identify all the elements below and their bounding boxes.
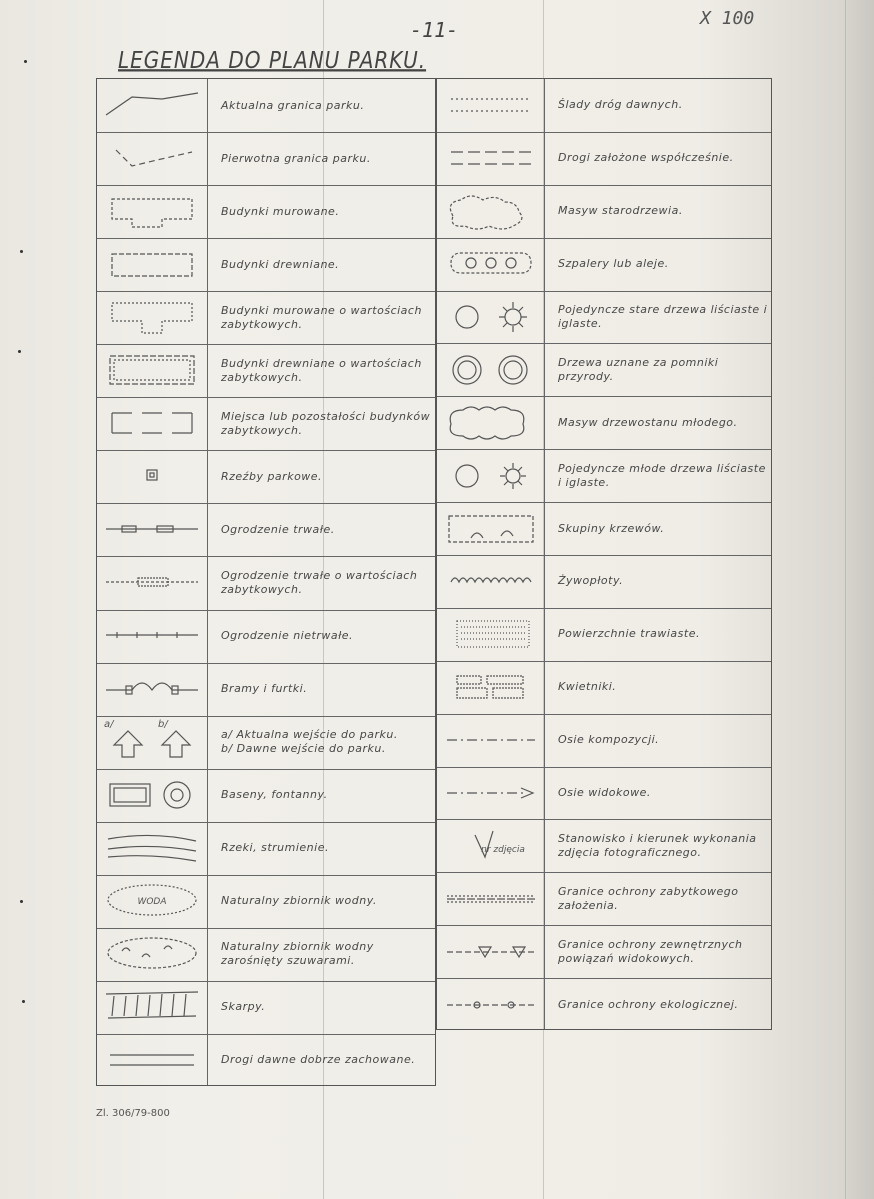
legend-description: Rzeki, strumienie. (221, 841, 329, 855)
historic-fence-icon (102, 562, 202, 604)
legend-symbol-cell (437, 608, 544, 661)
sculpture-icon (102, 456, 202, 498)
legend-symbol-cell (97, 291, 207, 344)
legend-description: Powierzchnie trawiaste. (558, 627, 700, 641)
legend-symbol-cell (437, 502, 544, 555)
legend-symbol-cell (97, 822, 207, 875)
legend-description: Ogrodzenie trwałe o wartościach zabytkowych. (221, 568, 418, 596)
legend-description: Skupiny krzewów. (558, 521, 665, 535)
legend-description: Osie widokowe. (558, 785, 651, 799)
photo-viewpoint-icon (441, 825, 541, 867)
border-original-icon (102, 138, 202, 180)
legend-symbol-cell (437, 396, 544, 449)
legend-symbol-cell (97, 397, 207, 450)
legend-table-right (436, 78, 772, 1030)
old-road-icon (102, 1039, 202, 1081)
flowerbed-icon (441, 666, 541, 708)
legend-description: a/ Aktualna wejście do parku. b/ Dawne wejście do parku. (221, 728, 398, 756)
legend-description: Granice ochrony zewnętrznych powiązań widokowych. (558, 937, 743, 965)
page-number: -11- (410, 18, 459, 42)
legend-description: Pierwotna granica parku. (221, 151, 371, 165)
historic-masonry-building-icon (102, 297, 202, 339)
single-old-tree-icon (441, 296, 541, 338)
legend-description: Granice ochrony zabytkowego założenia. (558, 884, 739, 912)
legend-description: Drzewa uznane za pomniki przyrody. (558, 355, 719, 383)
legend-symbol-cell (97, 769, 207, 822)
legend-symbol-cell (97, 132, 207, 185)
historic-wooden-building-icon (102, 350, 202, 392)
legend-symbol-cell (97, 875, 207, 928)
legend-description: Ślady dróg dawnych. (558, 98, 683, 112)
legend-symbol-cell (437, 661, 544, 714)
hedge-icon (441, 560, 541, 602)
river-icon (102, 827, 202, 869)
fold-line (845, 0, 846, 1199)
legend-description: Żywopłoty. (558, 574, 624, 588)
margin-mark (24, 60, 27, 63)
legend-symbol-cell (437, 238, 544, 291)
alley-icon (441, 243, 541, 285)
legend-description: Ogrodzenie nietrwałe. (221, 629, 353, 643)
masonry-building-icon (102, 191, 202, 233)
overgrown-pond-icon (102, 933, 202, 975)
legend-symbol-cell (437, 449, 544, 502)
gate-icon (102, 668, 202, 710)
legend-description: Masyw drzewostanu młodego. (558, 415, 738, 429)
temporary-fence-icon (102, 615, 202, 657)
legend-symbol-cell (437, 872, 544, 925)
legend-table-left (96, 78, 436, 1086)
legend-description: Naturalny zbiornik wodny. (221, 894, 377, 908)
legend-symbol-cell (437, 978, 544, 1031)
legend-symbol-cell (97, 716, 207, 769)
legend-symbol-cell (437, 79, 544, 132)
legend-symbol-cell (97, 79, 207, 132)
legend-description: Aktualna granica parku. (221, 98, 365, 112)
legend-symbol-cell (437, 819, 544, 872)
legend-symbol-cell (97, 556, 207, 609)
legend-description: Pojedyncze stare drzewa liściaste i iglaste. (558, 302, 768, 330)
legend-symbol-cell (437, 925, 544, 978)
border-current-icon (102, 85, 202, 127)
legend-description: Budynki drewniane. (221, 257, 340, 271)
legend-description: Baseny, fontanny. (221, 788, 328, 802)
legend-symbol-cell (437, 343, 544, 396)
legend-symbol-cell (97, 238, 207, 291)
legend-description: Miejsca lub pozostałości budynków zabytkowych. (221, 409, 431, 437)
legend-description: Kwietniki. (558, 680, 617, 694)
legend-description: Naturalny zbiornik wodny zarośnięty szuwarami. (221, 940, 374, 968)
legend-description: Drogi dawne dobrze zachowane. (221, 1053, 416, 1067)
legend-symbol-cell (97, 663, 207, 716)
slope-icon (102, 986, 202, 1028)
pond-icon (102, 880, 202, 922)
shrub-group-icon (441, 508, 541, 550)
composition-axis-icon (441, 719, 541, 761)
legend-description: Szpalery lub aleje. (558, 257, 669, 271)
modern-road-icon (441, 137, 541, 179)
legend-symbol-cell (97, 450, 207, 503)
symbol-inner-label: nr zdjęcia (480, 844, 525, 855)
legend-symbol-cell (437, 132, 544, 185)
legend-symbol-cell (97, 1034, 207, 1087)
legend-description: Bramy i furtki. (221, 682, 308, 696)
pool-fountain-icon (102, 774, 202, 816)
legend-symbol-cell (97, 981, 207, 1034)
single-young-tree-icon (441, 455, 541, 497)
lawn-icon (441, 613, 541, 655)
legend-symbol-cell (97, 928, 207, 981)
legend-description: Budynki drewniane o wartościach zabytkowych. (221, 356, 422, 384)
legend-description: Drogi założone współcześnie. (558, 151, 734, 165)
legend-symbol-cell (97, 503, 207, 556)
legend-description: Budynki murowane. (221, 204, 340, 218)
building-remains-icon (102, 403, 202, 445)
margin-mark (20, 250, 23, 253)
page-title: LEGENDA DO PLANU PARKU. (118, 46, 427, 74)
entrance-arrows-icon (102, 721, 202, 763)
legend-description: Budynki murowane o wartościach zabytkowych. (221, 303, 422, 331)
symbol-inner-label: WODA (137, 897, 167, 908)
legend-symbol-cell (97, 610, 207, 663)
heritage-protection-border-icon (441, 878, 541, 920)
footer-code: Zl. 306/79-800 (96, 1108, 170, 1119)
legend-description: Granice ochrony ekologicznej. (558, 997, 739, 1011)
symbol-label-a: a/ (104, 719, 114, 731)
margin-mark (20, 900, 23, 903)
monument-tree-icon (441, 349, 541, 391)
corner-note: X 100 (700, 8, 755, 29)
legend-symbol-cell (437, 185, 544, 238)
legend-symbol-cell (437, 555, 544, 608)
legend-description: Rzeźby parkowe. (221, 469, 323, 483)
legend-description: Pojedyncze młode drzewa liściaste i iglaste. (558, 461, 766, 489)
ecological-protection-border-icon (441, 984, 541, 1026)
symbol-label-b: b/ (158, 719, 168, 731)
legend-description: Masyw starodrzewia. (558, 204, 683, 218)
margin-mark (18, 350, 21, 353)
legend-symbol-cell (437, 767, 544, 820)
young-tree-mass-icon (441, 402, 541, 444)
legend-symbol-cell (97, 344, 207, 397)
legend-symbol-cell (437, 714, 544, 767)
legend-symbol-cell (97, 185, 207, 238)
view-axis-icon (441, 772, 541, 814)
legend-description: Stanowisko i kierunek wykonania zdjęcia fotograficznego. (558, 831, 757, 859)
view-protection-border-icon (441, 931, 541, 973)
legend-description: Ogrodzenie trwałe. (221, 522, 335, 536)
legend-description: Skarpy. (221, 1000, 266, 1014)
old-road-traces-icon (441, 84, 541, 126)
legend-description: Osie kompozycji. (558, 733, 660, 747)
permanent-fence-icon (102, 509, 202, 551)
wooden-building-icon (102, 244, 202, 286)
margin-mark (22, 1000, 25, 1003)
legend-symbol-cell (437, 291, 544, 344)
old-tree-mass-icon (441, 190, 541, 232)
